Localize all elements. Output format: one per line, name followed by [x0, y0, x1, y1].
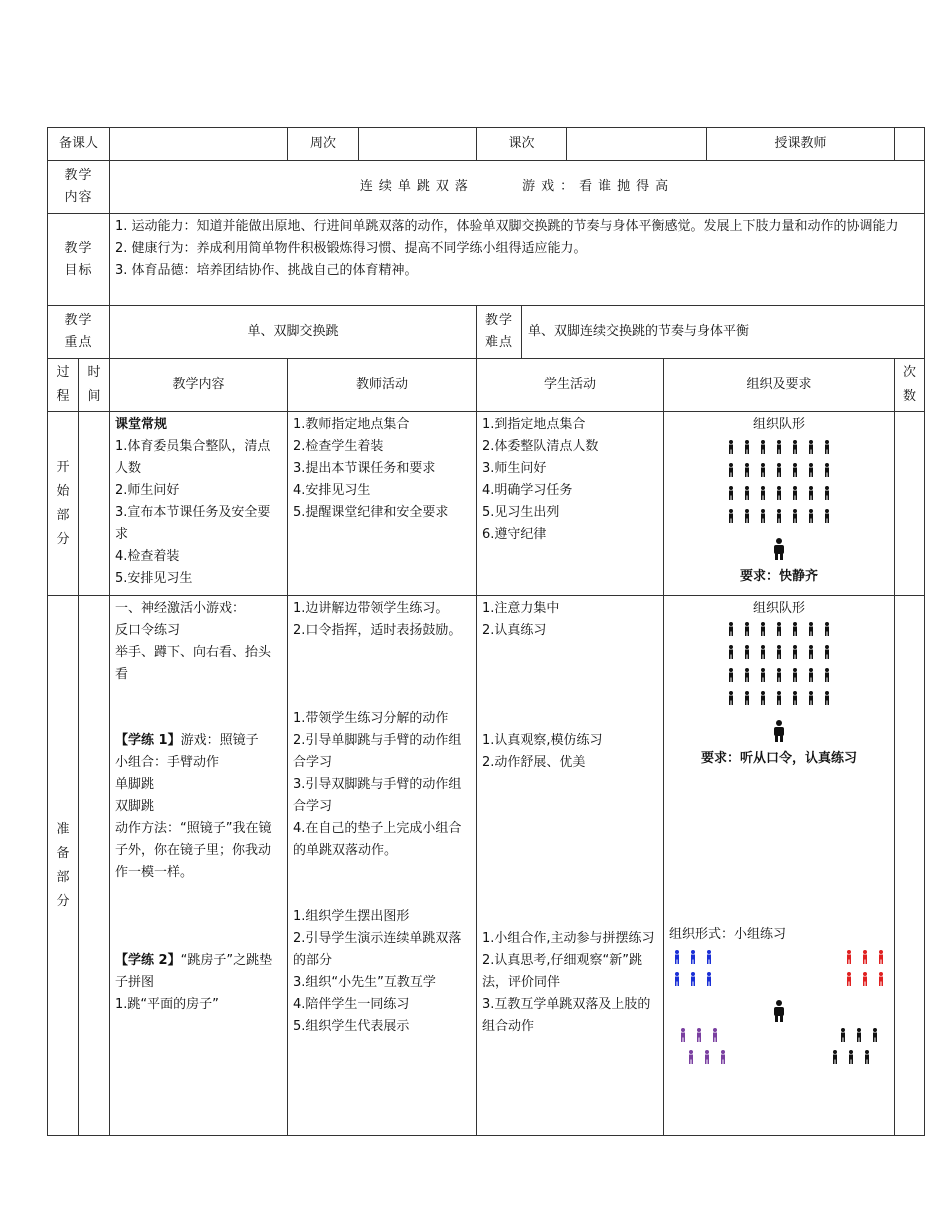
col-time: [79, 359, 110, 412]
group-org-title: 组织形式：小组练习: [669, 927, 787, 942]
student-figure-icon: [759, 440, 767, 454]
formation-row: [669, 440, 889, 463]
start-content-item: 3.宣布本节课任务及安全要求: [115, 505, 271, 542]
prep-name-char: 部: [56, 869, 70, 885]
student-figure-icon: [791, 463, 799, 477]
student-figure-icon: [863, 1050, 871, 1064]
student-figure-icon: [743, 463, 751, 477]
student-figure-icon: [775, 668, 783, 682]
formation-row: [669, 668, 889, 691]
student-figure-icon: [759, 486, 767, 500]
goals-label-line2: 目标: [64, 262, 93, 278]
student-figure-icon: [845, 950, 853, 964]
practice1-teacher-item: 1.带领学生练习分解的动作: [293, 711, 449, 726]
student-figure-icon: [759, 668, 767, 682]
student-figure-icon: [775, 645, 783, 659]
student-figure-icon: [743, 645, 751, 659]
difficulty-label-line1: 教学: [485, 313, 514, 328]
start-name-char: 始: [56, 483, 70, 499]
start-count[interactable]: [895, 412, 925, 596]
prep-name-char: 分: [56, 893, 70, 909]
preparer-value[interactable]: [110, 128, 288, 161]
student-figure-icon: [727, 622, 735, 636]
start-content-item: 2.师生问好: [115, 483, 180, 498]
student-figure-icon: [855, 1028, 863, 1042]
student-figure-icon: [727, 645, 735, 659]
student-figure-icon: [791, 440, 799, 454]
student-figure-icon: [823, 645, 831, 659]
col-count-line1: 次: [903, 365, 917, 380]
student-figure-icon: [743, 440, 751, 454]
week-value[interactable]: [359, 128, 477, 161]
lesson-plan-table: [47, 127, 925, 1136]
game-topic: 游戏：看谁抛得高: [522, 179, 675, 194]
goals-label-line1: 教学: [64, 240, 93, 256]
practice1-title: [115, 730, 282, 752]
student-figure-icon: [807, 645, 815, 659]
practice1-title-bold: 【学练 1】: [115, 733, 181, 748]
group-formation: [669, 946, 889, 1072]
student-figure-icon: [877, 950, 885, 964]
start-student: [477, 412, 664, 596]
student-figure-icon: [705, 950, 713, 964]
start-content-title: 课堂常规: [115, 417, 168, 432]
prep-name-char: 准: [56, 821, 70, 837]
formation-row: [669, 463, 889, 486]
start-content-item: 1.体育委员集合整队，清点人数: [115, 439, 271, 476]
practice2-student-item: 1.小组合作,主动参与拼摆练习: [482, 931, 655, 946]
lesson-value[interactable]: [567, 128, 707, 161]
student-figure-icon: [775, 509, 783, 523]
content-label: [48, 161, 110, 214]
start-section-name: [48, 412, 79, 596]
practice1-teacher-item: 4.在自己的垫子上完成小组合的单跳双落动作。: [293, 821, 462, 858]
start-org-requirement: 要求：快静齐: [740, 569, 819, 584]
student-figure-icon: [679, 1028, 687, 1042]
student-figure-icon: [727, 463, 735, 477]
lesson-plan-sheet: [47, 127, 917, 1136]
goal-item: 3. 体育品德：培养团结协作、挑战自己的体育精神。: [115, 263, 418, 278]
student-figure-icon: [743, 668, 751, 682]
teacher-label: 授课教师: [707, 128, 895, 161]
focus-label-line1: 教学: [64, 313, 93, 328]
teacher-value[interactable]: [895, 128, 925, 161]
prep-teacher: [288, 596, 477, 1136]
start-student-item: 3.师生问好: [482, 461, 547, 476]
formation-row: [669, 691, 889, 714]
prep-org: [664, 596, 895, 1136]
student-figure-icon: [727, 509, 735, 523]
student-figure-icon: [759, 463, 767, 477]
goals-list: [110, 214, 925, 306]
student-figure-icon: [823, 622, 831, 636]
student-figure-icon: [807, 463, 815, 477]
teacher-figure-icon: [772, 720, 786, 742]
main-topic: 连续单跳双落: [359, 179, 474, 194]
start-teacher: [288, 412, 477, 596]
student-figure-icon: [807, 509, 815, 523]
student-figure-icon: [775, 463, 783, 477]
start-student-item: 1.到指定地点集合: [482, 417, 586, 432]
practice2-title-bold: 【学练 2】: [115, 953, 181, 968]
student-figure-icon: [823, 509, 831, 523]
student-figure-icon: [759, 645, 767, 659]
student-figure-icon: [823, 486, 831, 500]
practice2-student-item: 3.互教互学单跳双落及上肢的组合动作: [482, 997, 651, 1034]
student-figure-icon: [743, 509, 751, 523]
prep-content: [110, 596, 288, 1136]
col-student: 学生活动: [477, 359, 664, 412]
lesson-label: 课次: [477, 128, 567, 161]
content-label-line2: 内容: [64, 190, 93, 205]
start-teacher-item: 1.教师指定地点集合: [293, 417, 410, 432]
student-figure-icon: [727, 486, 735, 500]
formation-row: [669, 645, 889, 668]
student-figure-icon: [791, 509, 799, 523]
prep-teacher-item: 1.边讲解边带领学生练习。: [293, 601, 449, 616]
student-figure-icon: [775, 691, 783, 705]
start-name-char: 开: [56, 459, 70, 475]
formation-row: [669, 486, 889, 509]
student-figure-icon: [807, 622, 815, 636]
student-figure-icon: [759, 622, 767, 636]
practice1-teacher-item: 3.引导双脚跳与手臂的动作组合学习: [293, 777, 462, 814]
practice2-teacher-item: 2.引导学生演示连续单跳双落的部分: [293, 931, 462, 968]
practice2-teacher-item: 3.组织“小先生”互教互学: [293, 975, 436, 990]
student-figure-icon: [673, 950, 681, 964]
prep-section-name: [48, 596, 79, 1136]
student-figure-icon: [775, 622, 783, 636]
preparer-label: 备课人: [48, 128, 110, 161]
start-org: [664, 412, 895, 596]
col-time-line1: 时: [87, 365, 101, 380]
start-content-item: 4.检查着装: [115, 549, 180, 564]
col-teacher: 教师活动: [288, 359, 477, 412]
start-content: [110, 412, 288, 596]
start-time[interactable]: [79, 412, 110, 596]
goals-label: [48, 214, 110, 306]
col-process-line2: 程: [56, 389, 70, 404]
col-process: [48, 359, 79, 412]
student-figure-icon: [689, 950, 697, 964]
practice2-teacher-item: 4.陪伴学生一同练习: [293, 997, 410, 1012]
practice2-title: [115, 950, 282, 994]
start-student-item: 6.遵守纪律: [482, 527, 547, 542]
start-student-item: 2.体委整队清点人数: [482, 439, 599, 454]
prep-name-char: 备: [56, 845, 70, 861]
practice1-student-item: 2.动作舒展、优美: [482, 755, 586, 770]
student-figure-icon: [861, 950, 869, 964]
start-teacher-item: 4.安排见习生: [293, 483, 371, 498]
student-figure-icon: [727, 440, 735, 454]
student-figure-icon: [791, 668, 799, 682]
student-figure-icon: [807, 486, 815, 500]
start-name-char: 部: [56, 507, 70, 523]
student-figure-icon: [845, 972, 853, 986]
student-figure-icon: [823, 668, 831, 682]
formation-row: [669, 509, 889, 532]
student-figure-icon: [759, 509, 767, 523]
prep-content-item: 反口令练习: [115, 623, 181, 638]
student-figure-icon: [775, 486, 783, 500]
practice1-item: 动作方法：“照镜子”我在镜子外，你在镜子里；你我动作一模一样。: [115, 821, 272, 880]
col-count: [895, 359, 925, 412]
prep-content-item: 举手、蹲下、向右看、抬头看: [115, 645, 272, 682]
col-process-line1: 过: [56, 365, 70, 380]
prep-student: [477, 596, 664, 1136]
student-figure-icon: [791, 691, 799, 705]
start-content-item: 5.安排见习生: [115, 571, 193, 586]
student-figure-icon: [759, 691, 767, 705]
student-figure-icon: [861, 972, 869, 986]
start-teacher-item: 3.提出本节课任务和要求: [293, 461, 436, 476]
content-label-line1: 教学: [64, 168, 93, 183]
difficulty-label-line2: 难点: [485, 335, 514, 350]
group-row: [669, 972, 889, 994]
prep-org-title: 组织队形: [753, 601, 806, 616]
col-time-line2: 间: [87, 389, 101, 404]
teacher-figure-icon: [772, 538, 786, 560]
group-row: [669, 1050, 889, 1072]
start-teacher-item: 5.提醒课堂纪律和安全要求: [293, 505, 449, 520]
student-figure-icon: [673, 972, 681, 986]
practice2-title-rest: “跳房子”之跳垫子拼图: [115, 953, 273, 990]
student-figure-icon: [823, 691, 831, 705]
group-row: [669, 1028, 889, 1050]
focus-value: 单、双脚交换跳: [110, 306, 477, 359]
difficulty-label: [477, 306, 522, 359]
practice2-teacher-item: 1.组织学生摆出图形: [293, 909, 410, 924]
student-figure-icon: [727, 668, 735, 682]
goal-item: 1. 运动能力：知道并能做出原地、行进间单跳双落的动作，体验单双脚交换跳的节奏与身体平衡感觉。发展上下肢力量和动作的协调能力: [115, 219, 899, 234]
prep-count[interactable]: [895, 596, 925, 1136]
student-figure-icon: [705, 972, 713, 986]
student-figure-icon: [871, 1028, 879, 1042]
student-figure-icon: [847, 1050, 855, 1064]
prep-student-item: 2.认真练习: [482, 623, 547, 638]
practice1-item: 小组合：手臂动作: [115, 755, 220, 770]
formation-row: [669, 622, 889, 645]
student-figure-icon: [719, 1050, 727, 1064]
practice2-teacher-item: 5.组织学生代表展示: [293, 1019, 410, 1034]
student-figure-icon: [727, 691, 735, 705]
student-figure-icon: [791, 486, 799, 500]
student-figure-icon: [831, 1050, 839, 1064]
practice1-title-rest: 游戏：照镜子: [180, 733, 259, 748]
student-figure-icon: [823, 440, 831, 454]
student-figure-icon: [711, 1028, 719, 1042]
student-figure-icon: [791, 645, 799, 659]
prep-student-item: 1.注意力集中: [482, 601, 560, 616]
practice1-item: 单脚跳: [115, 777, 155, 792]
goal-item: 2. 健康行为：养成利用简单物件积极锻炼得习惯、提高不同学练小组得适应能力。: [115, 241, 587, 256]
practice1-student-item: 1.认真观察,模仿练习: [482, 733, 603, 748]
student-figure-icon: [695, 1028, 703, 1042]
start-teacher-item: 2.检查学生着装: [293, 439, 384, 454]
student-figure-icon: [703, 1050, 711, 1064]
prep-time[interactable]: [79, 596, 110, 1136]
focus-label-line2: 重点: [64, 335, 93, 350]
prep-formation: [669, 620, 889, 714]
start-org-title: 组织队形: [753, 417, 806, 432]
practice1-teacher-item: 2.引导单脚跳与手臂的动作组合学习: [293, 733, 462, 770]
student-figure-icon: [743, 622, 751, 636]
prep-org-requirement: 要求：听从口令，认真练习: [701, 751, 858, 766]
group-row: [669, 950, 889, 972]
prep-teacher-item: 2.口令指挥，适时表扬鼓励。: [293, 623, 462, 638]
student-figure-icon: [807, 440, 815, 454]
student-figure-icon: [839, 1028, 847, 1042]
student-figure-icon: [689, 972, 697, 986]
student-figure-icon: [823, 463, 831, 477]
teacher-figure-icon: [772, 1000, 786, 1022]
practice2-student-item: 2.认真思考,仔细观察“新”跳法，评价同伴: [482, 953, 643, 990]
start-formation: [669, 436, 889, 532]
student-figure-icon: [877, 972, 885, 986]
student-figure-icon: [791, 622, 799, 636]
start-student-item: 5.见习生出列: [482, 505, 560, 520]
difficulty-value: 单、双脚连续交换跳的节奏与身体平衡: [522, 306, 925, 359]
col-count-line2: 数: [903, 389, 917, 404]
practice1-item: 双脚跳: [115, 799, 155, 814]
student-figure-icon: [687, 1050, 695, 1064]
student-figure-icon: [743, 691, 751, 705]
start-name-char: 分: [56, 531, 70, 547]
week-label: 周次: [288, 128, 359, 161]
student-figure-icon: [743, 486, 751, 500]
practice2-item: 1.跳“平面的房子”: [115, 997, 219, 1012]
student-figure-icon: [807, 668, 815, 682]
start-student-item: 4.明确学习任务: [482, 483, 573, 498]
student-figure-icon: [807, 691, 815, 705]
col-org: 组织及要求: [664, 359, 895, 412]
col-content: 教学内容: [110, 359, 288, 412]
student-figure-icon: [775, 440, 783, 454]
content-topics: [110, 161, 925, 214]
prep-content-item: 一、神经激活小游戏：: [115, 601, 246, 616]
focus-label: [48, 306, 110, 359]
